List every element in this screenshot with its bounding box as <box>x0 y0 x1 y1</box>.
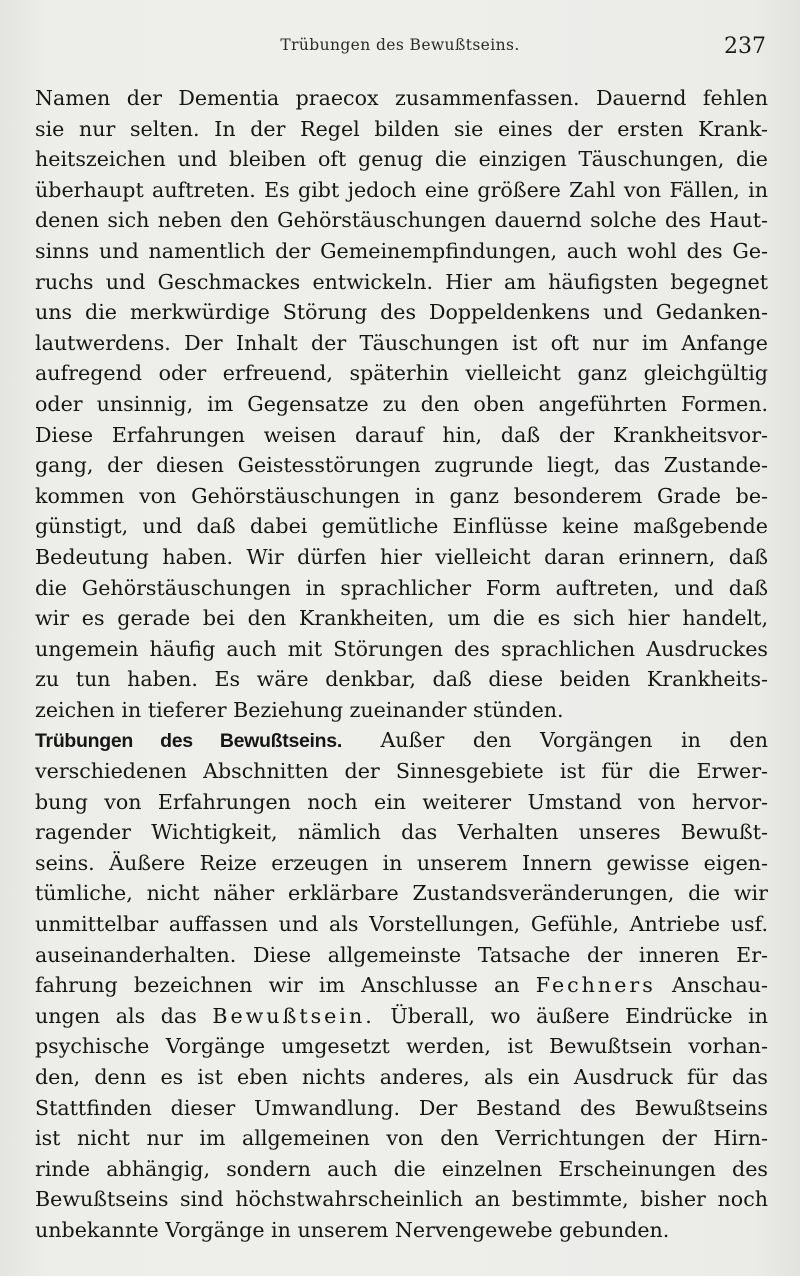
text-line: kommen von Gehörstäuschungen in ganz besonderem Grade be- <box>35 483 768 508</box>
paragraph-1 <box>35 83 768 725</box>
text-line: uns die merkwürdige Störung des Doppeldenkens und Gedanken- <box>35 300 768 325</box>
text-line: rinde abhängig, sondern auch die einzelnen Erscheinungen des <box>35 1156 768 1181</box>
text-line: ungemein häufig auch mit Störungen des sprachlichen Ausdruckes <box>35 636 768 661</box>
text-line: oder unsinnig, im Gegensatze zu den oben angeführten Formen. <box>35 391 768 416</box>
text-segment: Anschau- <box>672 973 768 998</box>
text-line: heitszeichen und bleiben oft genug die einzigen Täuschungen, die <box>35 147 768 172</box>
section-first-line-text: Außer den Vorgängen in den <box>380 728 768 753</box>
text-line: denen sich neben den Gehörstäuschungen dauernd solche des Haut- <box>35 208 768 233</box>
text-line: günstigt, und daß dabei gemütliche Einflüsse keine maßgebende <box>35 514 768 539</box>
text-line: bung von Erfahrungen noch ein weiterer Umstand von hervor- <box>35 789 768 814</box>
text-segment: ungen als das <box>35 1003 197 1028</box>
text-line: zeichen in tieferer Beziehung zueinander stünden. <box>35 697 564 722</box>
text-line: Namen der Dementia praecox zusammenfassen. Dauernd fehlen <box>35 86 768 110</box>
text-line: Stattfinden dieser Umwandlung. Der Bestand des Bewußtseins <box>35 1095 768 1120</box>
text-segment: Überall, wo äußere Eindrücke in <box>390 1003 768 1028</box>
text-line: gang, der diesen Geistesstörungen zugrunde liegt, das Zustande- <box>35 453 768 478</box>
text-line: Bedeutung haben. Wir dürfen hier vielleicht daran erinnern, daß <box>35 544 768 569</box>
text-line: Bewußtseins sind höchstwahrscheinlich an bestimmte, bisher noch <box>35 1187 768 1212</box>
text-line <box>35 1001 768 1032</box>
text-line: ist nicht nur im allgemeinen von den Verrichtungen der Hirn- <box>35 1126 768 1151</box>
text-segment: fahrung bezeichnen wir im Anschlusse an <box>35 973 520 998</box>
section-first-line <box>35 725 768 756</box>
text-line: den, denn es ist eben nichts anderes, als ein Ausdruck für das <box>35 1065 768 1089</box>
text-line <box>35 970 768 1001</box>
running-head <box>0 34 800 60</box>
text-line: wir es gerade bei den Krankheiten, um die es sich hier handelt, <box>35 606 768 631</box>
text-line: verschiedenen Abschnitten der Sinnesgebiete ist für die Erwer- <box>35 759 768 784</box>
text-line: Diese Erfahrungen weisen darauf hin, daß der Krankheitsvor- <box>35 422 768 447</box>
text-line: unmittelbar auffassen und als Vorstellungen, Gefühle, Antriebe usf. <box>35 912 768 937</box>
page-number: 237 <box>724 34 766 59</box>
paragraph-2 <box>35 725 768 1245</box>
text-line: überhaupt auftreten. Es gibt jedoch eine größere Zahl von Fällen, in <box>35 177 768 202</box>
text-line: sie nur selten. In der Regel bilden sie eines der ersten Krank- <box>35 116 768 141</box>
running-head-title: Trübungen des Bewußtseins. <box>280 36 520 54</box>
text-line: lautwerdens. Der Inhalt der Täuschungen ist oft nur im Anfange <box>35 330 768 355</box>
text-line: die Gehörstäuschungen in sprachlicher Form auftreten, und daß <box>35 575 768 600</box>
text-line: zu tun haben. Es wäre denkbar, daß diese beiden Krankheits- <box>35 667 768 692</box>
body-text <box>35 83 768 1246</box>
name-fechner: Fechners <box>535 973 656 998</box>
section-heading: Trübungen des Bewußtseins. <box>35 730 342 753</box>
text-line: seins. Äußere Reize erzeugen in unserem Innern gewisse eigen- <box>35 850 768 875</box>
text-line: tümliche, nicht näher erklärbare Zustandsveränderungen, die wir <box>35 881 768 906</box>
text-line: unbekannte Vorgänge in unserem Nervengewebe gebunden. <box>35 1217 670 1242</box>
text-line: ruchs und Geschmackes entwickeln. Hier am häufigsten begegnet <box>35 269 768 294</box>
text-line: sinns und namentlich der Gemeinempfindungen, auch wohl des Ge- <box>35 238 768 263</box>
text-line: aufregend oder erfreuend, späterhin vielleicht ganz gleichgültig <box>35 361 768 386</box>
text-line: auseinanderhalten. Diese allgemeinste Tatsache der inneren Er- <box>35 942 768 967</box>
term-bewusstsein: Bewußtsein. <box>212 1003 375 1028</box>
text-line: psychische Vorgänge umgesetzt werden, ist Bewußtsein vorhan- <box>35 1034 768 1059</box>
text-line: ragender Wichtigkeit, nämlich das Verhalten unseres Bewußt- <box>35 820 768 845</box>
